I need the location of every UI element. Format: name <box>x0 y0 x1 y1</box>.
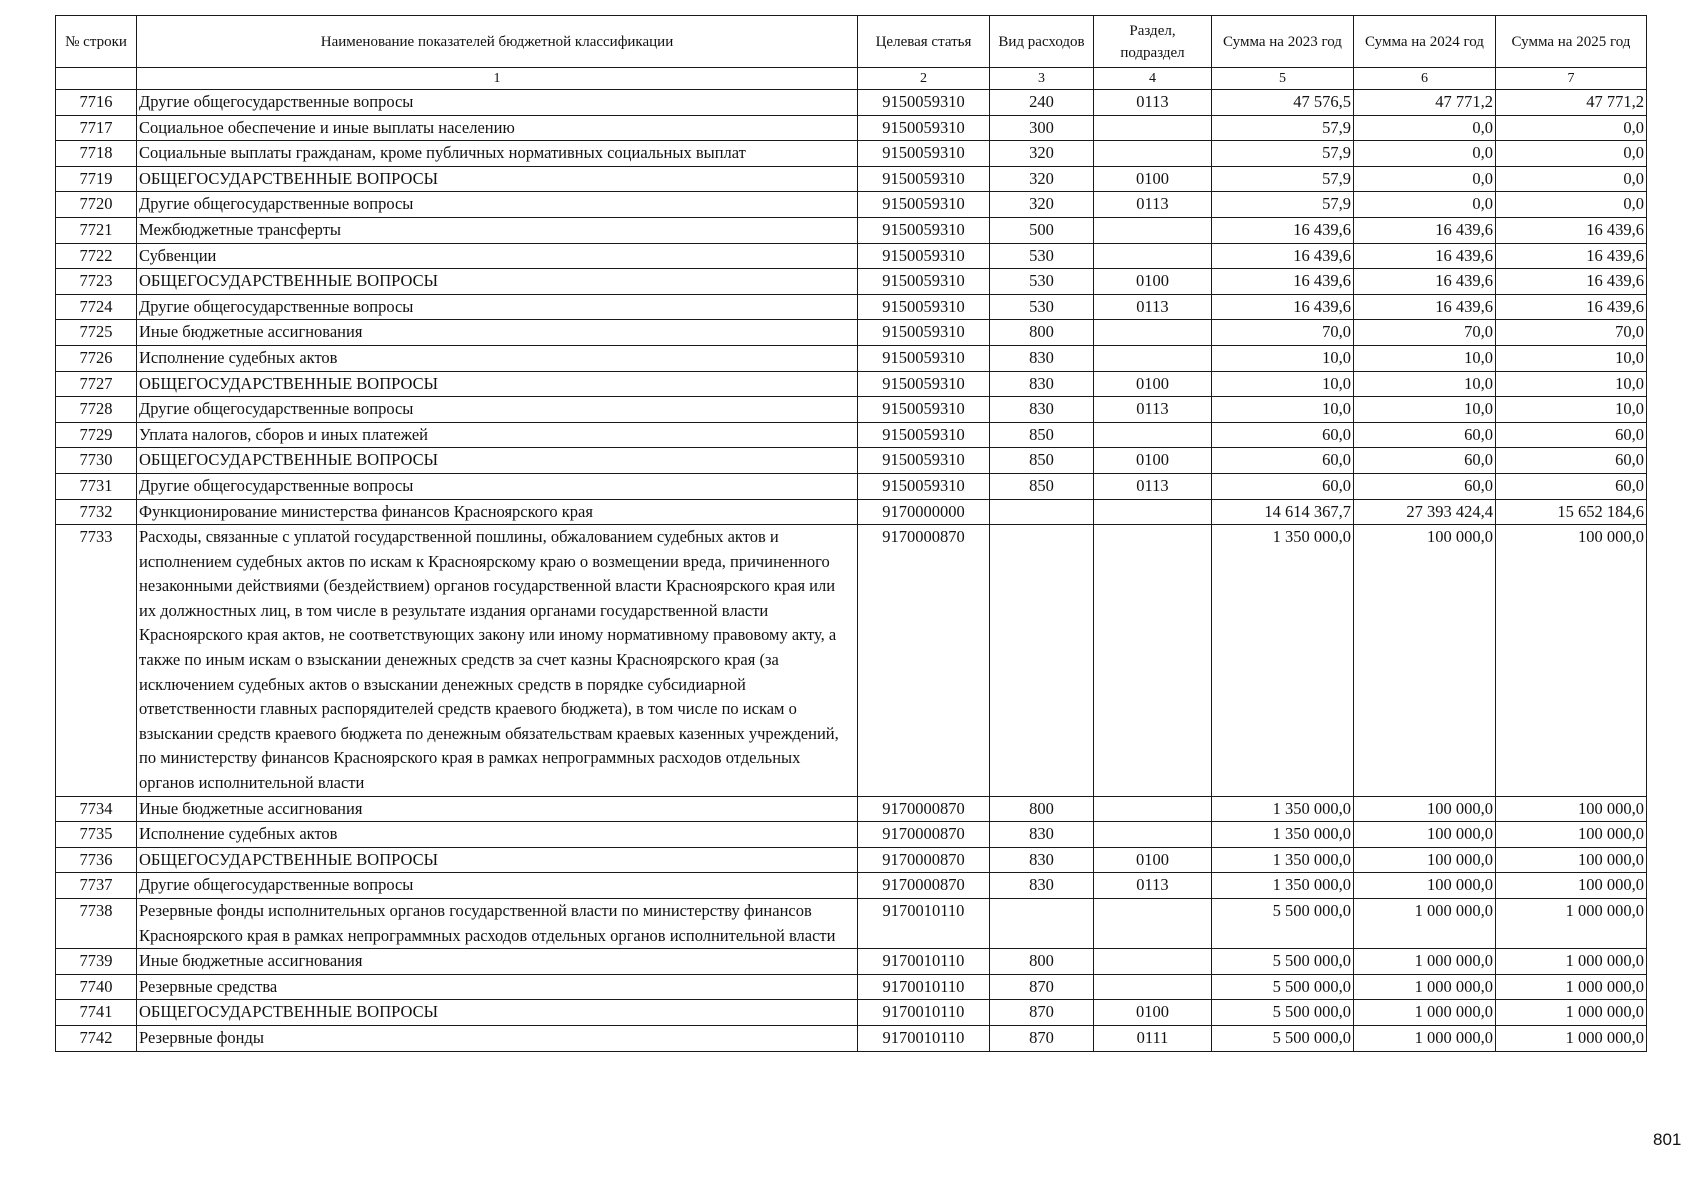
expense-type-cell: 830 <box>990 822 1094 848</box>
target-article-cell: 9150059310 <box>858 141 990 167</box>
sum-2025-cell: 60,0 <box>1496 448 1647 474</box>
column-number: 2 <box>858 68 990 90</box>
target-article-cell: 9170010110 <box>858 1000 990 1026</box>
indicator-name-cell: Резервные фонды исполнительных органов государственной власти по министерству финансов Красноярского края в рамках непрограммных расходов отдельных органов исполнительной власти <box>137 899 858 949</box>
column-number: 7 <box>1496 68 1647 90</box>
section-cell: 0113 <box>1094 192 1212 218</box>
row-number-cell: 7722 <box>56 243 137 269</box>
table-row <box>56 192 1647 218</box>
sum-2023-cell: 70,0 <box>1212 320 1354 346</box>
section-cell: 0113 <box>1094 397 1212 423</box>
sum-2023-cell: 60,0 <box>1212 473 1354 499</box>
sum-2023-cell: 57,9 <box>1212 166 1354 192</box>
sum-2023-cell: 10,0 <box>1212 371 1354 397</box>
sum-2024-cell: 16 439,6 <box>1354 294 1496 320</box>
table-row <box>56 320 1647 346</box>
section-cell <box>1094 345 1212 371</box>
target-article-cell: 9170010110 <box>858 949 990 975</box>
expense-type-cell: 300 <box>990 115 1094 141</box>
sum-2025-cell: 10,0 <box>1496 345 1647 371</box>
sum-2024-cell: 0,0 <box>1354 166 1496 192</box>
sum-2025-cell: 100 000,0 <box>1496 847 1647 873</box>
target-article-cell: 9170000870 <box>858 847 990 873</box>
sum-2024-cell: 10,0 <box>1354 397 1496 423</box>
indicator-name-cell: Другие общегосударственные вопросы <box>137 294 858 320</box>
row-number-cell: 7737 <box>56 873 137 899</box>
expense-type-cell: 800 <box>990 320 1094 346</box>
column-number: 4 <box>1094 68 1212 90</box>
section-cell: 0113 <box>1094 294 1212 320</box>
row-number-cell: 7729 <box>56 422 137 448</box>
section-cell <box>1094 822 1212 848</box>
expense-type-cell: 870 <box>990 1025 1094 1051</box>
row-number-cell: 7723 <box>56 269 137 295</box>
sum-2025-cell: 16 439,6 <box>1496 217 1647 243</box>
sum-2023-cell: 5 500 000,0 <box>1212 899 1354 949</box>
expense-type-cell <box>990 899 1094 949</box>
target-article-cell: 9170000870 <box>858 873 990 899</box>
expense-type-cell: 830 <box>990 371 1094 397</box>
sum-2025-cell: 0,0 <box>1496 192 1647 218</box>
expense-type-cell: 830 <box>990 873 1094 899</box>
column-number: 6 <box>1354 68 1496 90</box>
sum-2023-cell: 5 500 000,0 <box>1212 1025 1354 1051</box>
sum-2023-cell: 16 439,6 <box>1212 243 1354 269</box>
sum-2024-cell: 16 439,6 <box>1354 269 1496 295</box>
indicator-name-cell: Другие общегосударственные вопросы <box>137 90 858 116</box>
sum-2025-cell: 15 652 184,6 <box>1496 499 1647 525</box>
target-article-cell: 9150059310 <box>858 473 990 499</box>
table-row <box>56 1025 1647 1051</box>
expense-type-cell: 800 <box>990 949 1094 975</box>
table-row <box>56 294 1647 320</box>
target-article-cell: 9150059310 <box>858 320 990 346</box>
expense-type-cell: 530 <box>990 294 1094 320</box>
table-row <box>56 166 1647 192</box>
sum-2025-cell: 10,0 <box>1496 397 1647 423</box>
target-article-cell: 9150059310 <box>858 345 990 371</box>
sum-2024-cell: 1 000 000,0 <box>1354 899 1496 949</box>
section-cell <box>1094 899 1212 949</box>
sum-2024-cell: 10,0 <box>1354 345 1496 371</box>
table-row <box>56 269 1647 295</box>
table-row <box>56 371 1647 397</box>
column-number <box>56 68 137 90</box>
row-number-cell: 7733 <box>56 525 137 797</box>
target-article-cell: 9150059310 <box>858 217 990 243</box>
sum-2024-cell: 60,0 <box>1354 448 1496 474</box>
expense-type-cell: 320 <box>990 141 1094 167</box>
indicator-name-cell: ОБЩЕГОСУДАРСТВЕННЫЕ ВОПРОСЫ <box>137 371 858 397</box>
indicator-name-cell: Иные бюджетные ассигнования <box>137 320 858 346</box>
sum-2025-cell: 1 000 000,0 <box>1496 899 1647 949</box>
header-sum-2023: Сумма на 2023 год <box>1212 16 1354 68</box>
expense-type-cell: 870 <box>990 974 1094 1000</box>
row-number-cell: 7739 <box>56 949 137 975</box>
table-row <box>56 345 1647 371</box>
target-article-cell: 9170010110 <box>858 899 990 949</box>
target-article-cell: 9170000000 <box>858 499 990 525</box>
page-number: 801 <box>1653 1130 1682 1149</box>
target-article-cell: 9150059310 <box>858 243 990 269</box>
section-cell <box>1094 320 1212 346</box>
table-row <box>56 141 1647 167</box>
sum-2023-cell: 1 350 000,0 <box>1212 873 1354 899</box>
sum-2024-cell: 60,0 <box>1354 473 1496 499</box>
header-sum-2025: Сумма на 2025 год <box>1496 16 1647 68</box>
row-number-cell: 7724 <box>56 294 137 320</box>
sum-2025-cell: 10,0 <box>1496 371 1647 397</box>
sum-2025-cell: 1 000 000,0 <box>1496 949 1647 975</box>
sum-2023-cell: 57,9 <box>1212 141 1354 167</box>
section-cell <box>1094 217 1212 243</box>
indicator-name-cell: Социальные выплаты гражданам, кроме публичных нормативных социальных выплат <box>137 141 858 167</box>
row-number-cell: 7732 <box>56 499 137 525</box>
section-cell <box>1094 422 1212 448</box>
expense-type-cell: 830 <box>990 397 1094 423</box>
table-row <box>56 115 1647 141</box>
section-cell <box>1094 796 1212 822</box>
expense-type-cell: 320 <box>990 192 1094 218</box>
sum-2024-cell: 0,0 <box>1354 192 1496 218</box>
table-row <box>56 899 1647 949</box>
table-row <box>56 949 1647 975</box>
sum-2023-cell: 16 439,6 <box>1212 217 1354 243</box>
expense-type-cell: 530 <box>990 243 1094 269</box>
section-cell <box>1094 243 1212 269</box>
sum-2024-cell: 1 000 000,0 <box>1354 1025 1496 1051</box>
sum-2024-cell: 100 000,0 <box>1354 873 1496 899</box>
table-row <box>56 499 1647 525</box>
expense-type-cell: 830 <box>990 345 1094 371</box>
table-row <box>56 796 1647 822</box>
row-number-cell: 7741 <box>56 1000 137 1026</box>
sum-2025-cell: 1 000 000,0 <box>1496 1000 1647 1026</box>
sum-2024-cell: 70,0 <box>1354 320 1496 346</box>
sum-2025-cell: 100 000,0 <box>1496 873 1647 899</box>
row-number-cell: 7726 <box>56 345 137 371</box>
sum-2024-cell: 0,0 <box>1354 141 1496 167</box>
table-row <box>56 217 1647 243</box>
sum-2023-cell: 10,0 <box>1212 345 1354 371</box>
row-number-cell: 7727 <box>56 371 137 397</box>
row-number-cell: 7738 <box>56 899 137 949</box>
row-number-cell: 7730 <box>56 448 137 474</box>
sum-2024-cell: 100 000,0 <box>1354 796 1496 822</box>
indicator-name-cell: Другие общегосударственные вопросы <box>137 397 858 423</box>
target-article-cell: 9150059310 <box>858 422 990 448</box>
section-cell <box>1094 115 1212 141</box>
indicator-name-cell: ОБЩЕГОСУДАРСТВЕННЫЕ ВОПРОСЫ <box>137 448 858 474</box>
sum-2024-cell: 100 000,0 <box>1354 525 1496 797</box>
sum-2025-cell: 16 439,6 <box>1496 294 1647 320</box>
indicator-name-cell: Функционирование министерства финансов Красноярского края <box>137 499 858 525</box>
indicator-name-cell: Другие общегосударственные вопросы <box>137 873 858 899</box>
indicator-name-cell: Исполнение судебных актов <box>137 822 858 848</box>
target-article-cell: 9150059310 <box>858 90 990 116</box>
expense-type-cell: 850 <box>990 422 1094 448</box>
sum-2023-cell: 5 500 000,0 <box>1212 949 1354 975</box>
table-row <box>56 1000 1647 1026</box>
section-cell: 0100 <box>1094 1000 1212 1026</box>
sum-2025-cell: 100 000,0 <box>1496 796 1647 822</box>
table-row <box>56 525 1647 797</box>
sum-2025-cell: 70,0 <box>1496 320 1647 346</box>
indicator-name-cell: Социальное обеспечение и иные выплаты населению <box>137 115 858 141</box>
sum-2024-cell: 0,0 <box>1354 115 1496 141</box>
target-article-cell: 9170010110 <box>858 974 990 1000</box>
target-article-cell: 9150059310 <box>858 115 990 141</box>
column-number: 5 <box>1212 68 1354 90</box>
section-cell: 0100 <box>1094 847 1212 873</box>
header-sum-2024: Сумма на 2024 год <box>1354 16 1496 68</box>
row-number-cell: 7734 <box>56 796 137 822</box>
target-article-cell: 9170000870 <box>858 822 990 848</box>
table-row <box>56 90 1647 116</box>
target-article-cell: 9150059310 <box>858 371 990 397</box>
row-number-cell: 7725 <box>56 320 137 346</box>
section-cell <box>1094 499 1212 525</box>
table-row <box>56 847 1647 873</box>
target-article-cell: 9150059310 <box>858 397 990 423</box>
sum-2023-cell: 5 500 000,0 <box>1212 1000 1354 1026</box>
section-cell: 0113 <box>1094 873 1212 899</box>
row-number-cell: 7716 <box>56 90 137 116</box>
sum-2025-cell: 0,0 <box>1496 166 1647 192</box>
row-number-cell: 7728 <box>56 397 137 423</box>
sum-2025-cell: 16 439,6 <box>1496 243 1647 269</box>
section-cell: 0100 <box>1094 448 1212 474</box>
sum-2023-cell: 10,0 <box>1212 397 1354 423</box>
expense-type-cell <box>990 499 1094 525</box>
sum-2025-cell: 1 000 000,0 <box>1496 1025 1647 1051</box>
section-cell <box>1094 974 1212 1000</box>
target-article-cell: 9150059310 <box>858 166 990 192</box>
sum-2024-cell: 1 000 000,0 <box>1354 949 1496 975</box>
expense-type-cell: 850 <box>990 448 1094 474</box>
sum-2024-cell: 16 439,6 <box>1354 217 1496 243</box>
target-article-cell: 9170000870 <box>858 796 990 822</box>
indicator-name-cell: Иные бюджетные ассигнования <box>137 949 858 975</box>
row-number-cell: 7719 <box>56 166 137 192</box>
table-row <box>56 243 1647 269</box>
sum-2023-cell: 14 614 367,7 <box>1212 499 1354 525</box>
sum-2025-cell: 60,0 <box>1496 473 1647 499</box>
sum-2024-cell: 100 000,0 <box>1354 822 1496 848</box>
target-article-cell: 9150059310 <box>858 448 990 474</box>
indicator-name-cell: Резервные фонды <box>137 1025 858 1051</box>
column-number: 3 <box>990 68 1094 90</box>
indicator-name-cell: Уплата налогов, сборов и иных платежей <box>137 422 858 448</box>
table-row <box>56 822 1647 848</box>
header-target: Целевая статья <box>858 16 990 68</box>
sum-2023-cell: 47 576,5 <box>1212 90 1354 116</box>
table-header-row <box>56 16 1647 68</box>
header-row-no: № строки <box>56 16 137 68</box>
row-number-cell: 7731 <box>56 473 137 499</box>
sum-2023-cell: 16 439,6 <box>1212 269 1354 295</box>
indicator-name-cell: ОБЩЕГОСУДАРСТВЕННЫЕ ВОПРОСЫ <box>137 166 858 192</box>
indicator-name-cell: Межбюджетные трансферты <box>137 217 858 243</box>
table-row <box>56 974 1647 1000</box>
sum-2025-cell: 16 439,6 <box>1496 269 1647 295</box>
table-body <box>56 90 1647 1052</box>
sum-2023-cell: 57,9 <box>1212 115 1354 141</box>
sum-2023-cell: 1 350 000,0 <box>1212 822 1354 848</box>
expense-type-cell: 240 <box>990 90 1094 116</box>
indicator-name-cell: Исполнение судебных актов <box>137 345 858 371</box>
expense-type-cell: 870 <box>990 1000 1094 1026</box>
section-cell: 0100 <box>1094 166 1212 192</box>
table-row <box>56 422 1647 448</box>
sum-2025-cell: 47 771,2 <box>1496 90 1647 116</box>
sum-2025-cell: 100 000,0 <box>1496 525 1647 797</box>
row-number-cell: 7736 <box>56 847 137 873</box>
table-row <box>56 448 1647 474</box>
indicator-name-cell: ОБЩЕГОСУДАРСТВЕННЫЕ ВОПРОСЫ <box>137 269 858 295</box>
section-cell: 0111 <box>1094 1025 1212 1051</box>
row-number-cell: 7717 <box>56 115 137 141</box>
target-article-cell: 9150059310 <box>858 294 990 320</box>
header-name: Наименование показателей бюджетной классификации <box>137 16 858 68</box>
sum-2025-cell: 0,0 <box>1496 141 1647 167</box>
expense-type-cell: 530 <box>990 269 1094 295</box>
expense-type-cell: 320 <box>990 166 1094 192</box>
budget-table <box>55 15 1647 1052</box>
sum-2024-cell: 47 771,2 <box>1354 90 1496 116</box>
sum-2025-cell: 100 000,0 <box>1496 822 1647 848</box>
header-expense-type: Вид расходов <box>990 16 1094 68</box>
column-numbers-row <box>56 68 1647 90</box>
indicator-name-cell: ОБЩЕГОСУДАРСТВЕННЫЕ ВОПРОСЫ <box>137 1000 858 1026</box>
sum-2023-cell: 1 350 000,0 <box>1212 847 1354 873</box>
table-row <box>56 397 1647 423</box>
table-row <box>56 873 1647 899</box>
target-article-cell: 9170010110 <box>858 1025 990 1051</box>
indicator-name-cell: ОБЩЕГОСУДАРСТВЕННЫЕ ВОПРОСЫ <box>137 847 858 873</box>
expense-type-cell <box>990 525 1094 797</box>
sum-2025-cell: 0,0 <box>1496 115 1647 141</box>
sum-2023-cell: 1 350 000,0 <box>1212 525 1354 797</box>
sum-2023-cell: 60,0 <box>1212 448 1354 474</box>
sum-2024-cell: 1 000 000,0 <box>1354 974 1496 1000</box>
indicator-name-cell: Субвенции <box>137 243 858 269</box>
header-section: Раздел, подраздел <box>1094 16 1212 68</box>
indicator-name-cell: Расходы, связанные с уплатой государственной пошлины, обжалованием судебных актов и исполнением судебных актов по искам к Красноярскому краю о возмещении вреда, причиненного незаконными действиями (бездействием) органов государственной власти Красноярского края или их должностных лиц, в том числе в результате издания органами государственной власти Красноярского края актов, не соответствующих закону или иному нормативному правовому акту, а также по иным искам о взыскании денежных средств за счет казны Красноярского края (за исключением судебных актов о взыскании денежных средств в порядке субсидиарной ответственности главных распорядителей средств краевого бюджета), в том числе по искам о взыскании средств краевого бюджета по денежным обязательствам краевых казенных учреждений, по министерству финансов Красноярского края в рамках непрограммных расходов отдельных органов исполнительной власти <box>137 525 858 797</box>
section-cell <box>1094 525 1212 797</box>
row-number-cell: 7721 <box>56 217 137 243</box>
indicator-name-cell: Резервные средства <box>137 974 858 1000</box>
expense-type-cell: 500 <box>990 217 1094 243</box>
sum-2025-cell: 60,0 <box>1496 422 1647 448</box>
section-cell: 0100 <box>1094 371 1212 397</box>
section-cell: 0100 <box>1094 269 1212 295</box>
section-cell <box>1094 949 1212 975</box>
sum-2023-cell: 16 439,6 <box>1212 294 1354 320</box>
sum-2024-cell: 16 439,6 <box>1354 243 1496 269</box>
indicator-name-cell: Иные бюджетные ассигнования <box>137 796 858 822</box>
sum-2024-cell: 100 000,0 <box>1354 847 1496 873</box>
section-cell: 0113 <box>1094 473 1212 499</box>
target-article-cell: 9150059310 <box>858 192 990 218</box>
sum-2024-cell: 10,0 <box>1354 371 1496 397</box>
indicator-name-cell: Другие общегосударственные вопросы <box>137 192 858 218</box>
target-article-cell: 9150059310 <box>858 269 990 295</box>
expense-type-cell: 800 <box>990 796 1094 822</box>
sum-2024-cell: 1 000 000,0 <box>1354 1000 1496 1026</box>
row-number-cell: 7735 <box>56 822 137 848</box>
indicator-name-cell: Другие общегосударственные вопросы <box>137 473 858 499</box>
sum-2023-cell: 5 500 000,0 <box>1212 974 1354 1000</box>
expense-type-cell: 850 <box>990 473 1094 499</box>
section-cell <box>1094 141 1212 167</box>
target-article-cell: 9170000870 <box>858 525 990 797</box>
row-number-cell: 7740 <box>56 974 137 1000</box>
sum-2023-cell: 1 350 000,0 <box>1212 796 1354 822</box>
column-number: 1 <box>137 68 858 90</box>
sum-2024-cell: 60,0 <box>1354 422 1496 448</box>
row-number-cell: 7720 <box>56 192 137 218</box>
row-number-cell: 7742 <box>56 1025 137 1051</box>
sum-2023-cell: 60,0 <box>1212 422 1354 448</box>
row-number-cell: 7718 <box>56 141 137 167</box>
section-cell: 0113 <box>1094 90 1212 116</box>
sum-2025-cell: 1 000 000,0 <box>1496 974 1647 1000</box>
sum-2024-cell: 27 393 424,4 <box>1354 499 1496 525</box>
expense-type-cell: 830 <box>990 847 1094 873</box>
sum-2023-cell: 57,9 <box>1212 192 1354 218</box>
table-row <box>56 473 1647 499</box>
